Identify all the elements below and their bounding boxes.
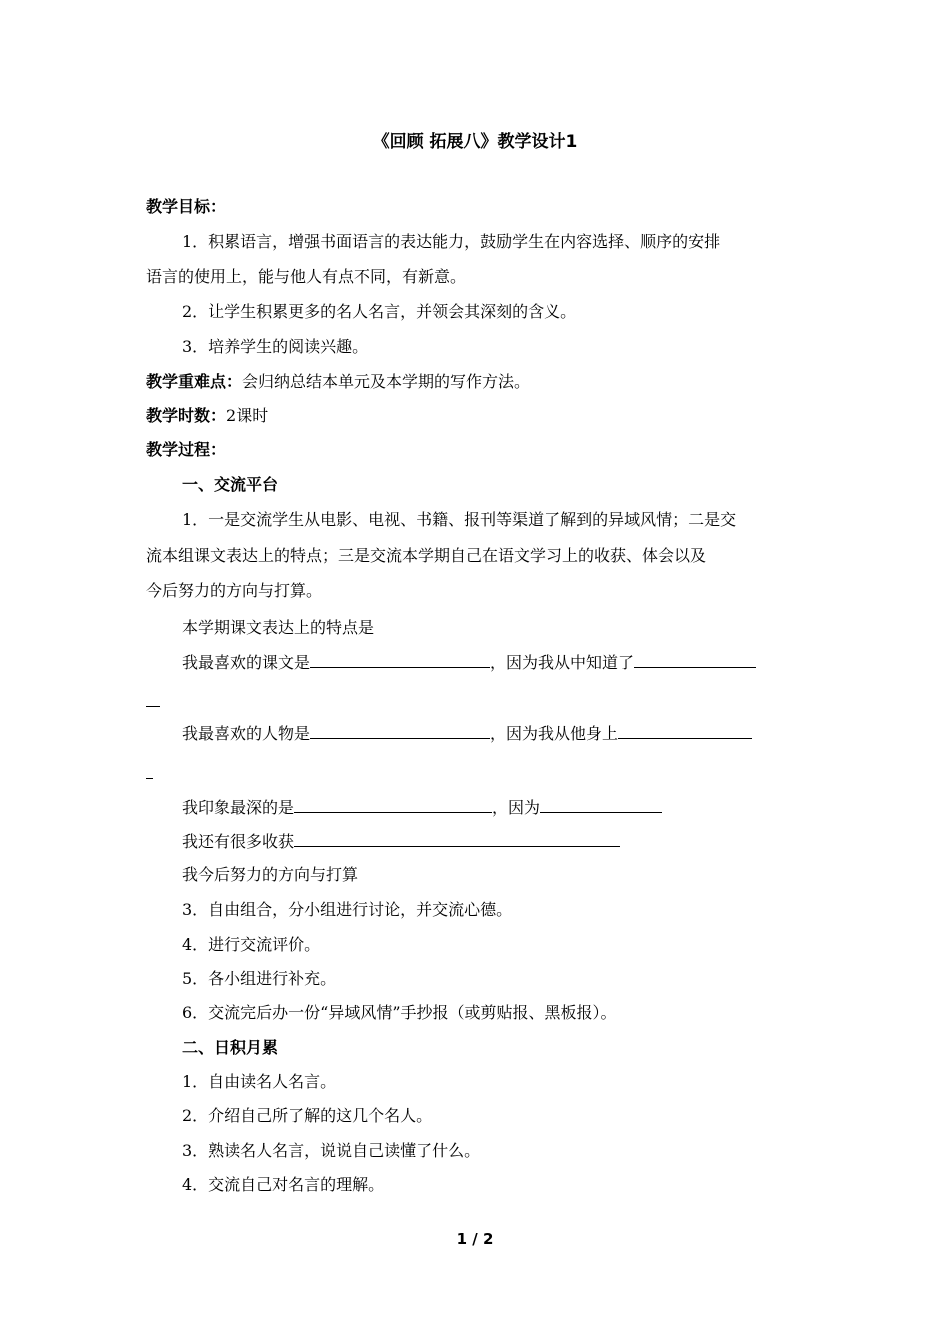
blank-harvest[interactable]	[294, 830, 620, 847]
blank-learned-continued[interactable]	[146, 690, 160, 707]
fill-harvest-line	[182, 830, 620, 853]
fill-favorite-text-reason: ，因为我从中知道了	[490, 653, 635, 672]
fill-favorite-text-line	[182, 651, 756, 674]
fill-prompt-features: 本学期课文表达上的特点是	[182, 618, 375, 637]
blank-impression-reason[interactable]	[540, 796, 662, 813]
reading-4: 4．交流自己对名言的理解。	[182, 1175, 385, 1194]
fill-plan: 我今后努力的方向与打算	[182, 865, 359, 884]
fill-favorite-person-label: 我最喜欢的人物是	[182, 724, 311, 743]
section-2-heading: 二、日积月累	[182, 1038, 279, 1057]
fill-favorite-person-reason: ，因为我从他身上	[490, 724, 619, 743]
goal-2: 2．让学生积累更多的名人名言，并领会其深刻的含义。	[182, 302, 577, 321]
goal-3: 3．培养学生的阅读兴趣。	[182, 337, 369, 356]
para-1-line-3: 今后努力的方向与打算。	[146, 581, 323, 600]
blank-favorite-text[interactable]	[310, 651, 490, 668]
goal-1-line-2: 语言的使用上，能与他人有点不同，有新意。	[146, 267, 467, 286]
reading-3: 3．熟读名人名言，说说自己读懂了什么。	[182, 1141, 481, 1160]
step-3: 3．自由组合，分小组进行讨论，并交流心德。	[182, 900, 513, 919]
blank-learned[interactable]	[634, 651, 756, 668]
process-heading: 教学过程：	[146, 440, 227, 459]
section-1-heading: 一、交流平台	[182, 475, 279, 494]
key-points-heading: 教学重难点：	[146, 372, 243, 391]
fill-harvest-label: 我还有很多收获	[182, 832, 295, 851]
para-1-line-2: 流本组课文表达上的特点；三是交流本学期自己在语文学习上的收获、体会以及	[146, 546, 707, 565]
fill-impression-reason: ，因为	[492, 798, 541, 817]
goal-1-line-1: 1．积累语言，增强书面语言的表达能力，鼓励学生在内容选择、顺序的安排	[182, 232, 721, 251]
blank-from-person-continued[interactable]	[146, 762, 153, 779]
step-6: 6．交流完后办一份“异域风情”手抄报（或剪贴报、黑板报）。	[182, 1003, 617, 1022]
key-points-line	[146, 371, 530, 393]
step-5: 5．各小组进行补充。	[182, 969, 337, 988]
reading-1: 1．自由读名人名言。	[182, 1072, 337, 1091]
blank-impression[interactable]	[294, 796, 492, 813]
key-points-text: 会归纳总结本单元及本学期的写作方法。	[242, 372, 531, 391]
document-title: 《回顾 拓展八》教学设计1	[372, 132, 578, 152]
class-hours-heading: 教学时数：	[146, 406, 227, 425]
para-1-line-1: 1．一是交流学生从电影、电视、书籍、报刊等渠道了解到的异域风情；二是交	[182, 510, 737, 529]
fill-impression-line	[182, 796, 662, 819]
class-hours-line	[146, 405, 268, 427]
blank-from-person[interactable]	[618, 722, 752, 739]
goals-heading: 教学目标：	[146, 197, 227, 216]
blank-favorite-person[interactable]	[310, 722, 490, 739]
step-4: 4．进行交流评价。	[182, 935, 321, 954]
reading-2: 2．介绍自己所了解的这几个名人。	[182, 1106, 433, 1125]
class-hours-text: 2课时	[226, 406, 269, 425]
fill-favorite-person-line	[182, 722, 752, 745]
fill-favorite-text-label: 我最喜欢的课文是	[182, 653, 311, 672]
page-number: 1 / 2	[456, 1230, 494, 1248]
fill-impression-label: 我印象最深的是	[182, 798, 295, 817]
